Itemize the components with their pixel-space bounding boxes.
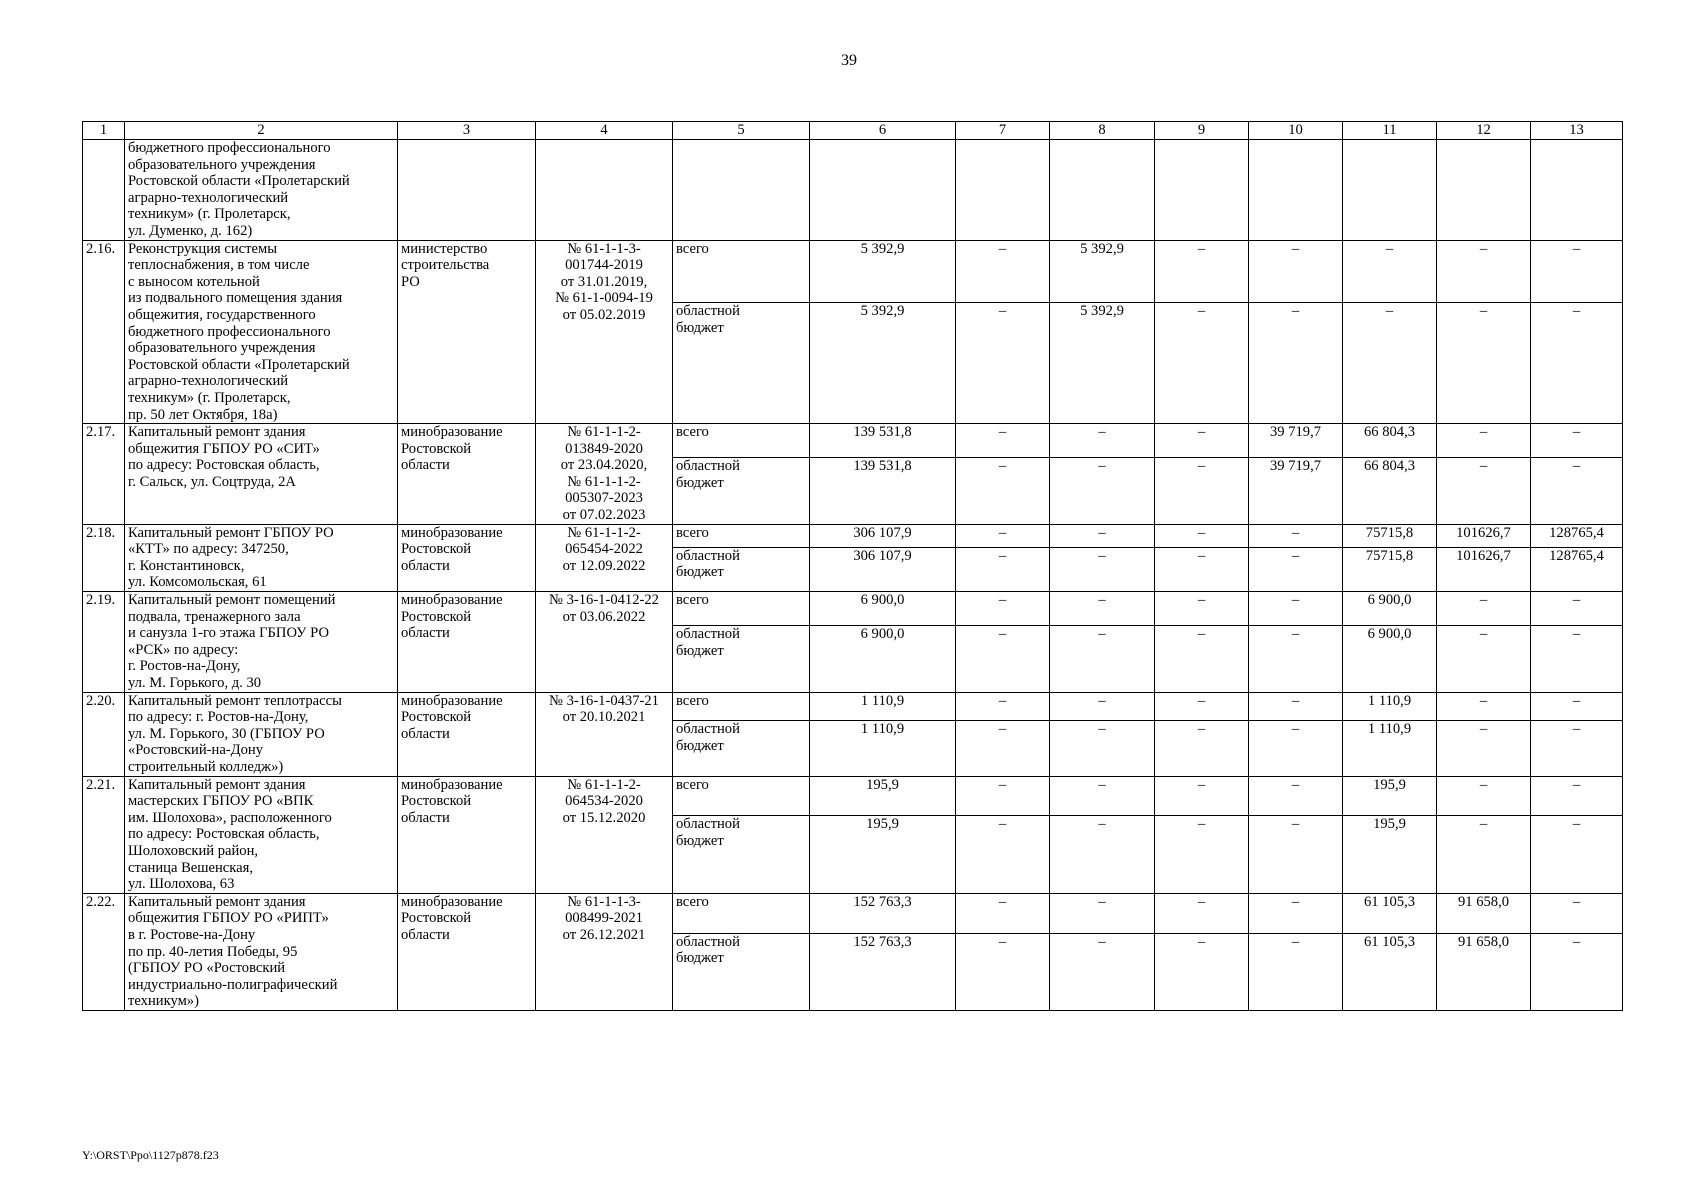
total-value: 139 531,8 [810,424,956,458]
column-number: 3 [398,122,536,140]
doc-line: от 07.02.2023 [562,507,646,524]
total-value: – [1155,592,1249,626]
total-value: – [1531,692,1623,721]
name-line: общежития ГБПОУ РО «СИТ» [128,440,320,457]
total-value: 1 110,9 [810,692,956,721]
total-value: 5 392,9 [1050,240,1155,302]
responsible-org [398,692,536,776]
total-value: 75715,8 [1343,524,1437,547]
column-number: 9 [1155,122,1249,140]
total-value: 128765,4 [1531,524,1623,547]
doc-line: 064534-2020 [565,793,643,810]
total-value: 1 110,9 [1343,692,1437,721]
table-row [83,240,1623,302]
doc-line: № 61-1-1-3- [567,893,641,910]
source-line: бюджет [676,642,724,659]
regional-value: 195,9 [810,816,956,893]
name-line: «РСК» по адресу: [128,641,239,658]
name-line: по пр. 40-летия Победы, 95 [128,943,298,960]
doc-line: 013849-2020 [565,440,643,457]
org-line: Ростовской [401,709,472,726]
name-line: из подвального помещения здания [128,290,343,307]
name-line: бюджетного профессионального [128,140,331,156]
project-name [125,776,398,893]
doc-line: № 61-1-1-2- [567,473,641,490]
total-value: – [1050,776,1155,816]
source-line: бюджет [676,832,724,849]
regional-value: – [1531,626,1623,692]
name-line: с выносом котельной [128,273,260,290]
total-value: – [1249,692,1343,721]
name-line: им. Шолохова», расположенного [128,809,332,826]
org-line: области [401,725,450,742]
column-number: 4 [536,122,673,140]
source-line: бюджет [676,474,724,491]
total-value: – [1155,893,1249,933]
row-number: 2.18. [83,524,125,591]
name-line: Ростовской области «Пролетарский [128,356,350,373]
org-line: минобразование [401,893,503,910]
doc-line: от 15.12.2020 [562,809,646,826]
name-line: общежития, государственного [128,306,316,323]
doc-line: от 23.04.2020, [560,457,648,474]
regional-value: 91 658,0 [1437,933,1531,1010]
total-value: – [1531,424,1623,458]
row-number: 2.20. [83,692,125,776]
responsible-org [398,893,536,1010]
total-value: 5 392,9 [810,240,956,302]
doc-line: 065454-2022 [565,541,643,558]
total-value: – [1050,424,1155,458]
regional-value: – [1249,626,1343,692]
column-number: 10 [1249,122,1343,140]
data-table [82,121,1623,1011]
total-value: – [1155,692,1249,721]
name-line: по адресу: Ростовская область, [128,826,320,843]
name-line: станица Вешенская, [128,859,253,876]
responsible-org [398,240,536,424]
name-line: г. Константиновск, [128,557,245,574]
funding-source-regional [673,458,810,524]
source-line: областной [676,933,740,950]
org-line: минобразование [401,776,503,793]
total-value: 101626,7 [1437,524,1531,547]
name-line: г. Ростов-на-Дону, [128,658,241,675]
source-line: бюджет [676,319,724,336]
funding-source-total: всего [673,592,810,626]
regional-value: – [1155,547,1249,591]
name-line: пр. 50 лет Октября, 18а) [128,406,278,423]
total-value: – [1155,524,1249,547]
name-line: «КТТ» по адресу: 347250, [128,541,289,558]
regional-value: 5 392,9 [1050,302,1155,423]
doc-line: 008499-2021 [565,910,643,927]
total-value: – [1050,592,1155,626]
total-value: – [1437,592,1531,626]
responsible-org [398,592,536,693]
funding-source-total: всего [673,692,810,721]
regional-value: – [1437,626,1531,692]
name-line: общежития ГБПОУ РО «РИПТ» [128,910,329,927]
row-number: 2.17. [83,424,125,525]
regional-value: – [1155,626,1249,692]
regional-value: 6 900,0 [1343,626,1437,692]
regional-value: – [956,816,1050,893]
name-line: ул. Думенко, д. 162) [128,222,253,239]
regional-value: – [1531,458,1623,524]
org-line: Ростовской [401,608,472,625]
funding-source-total: всего [673,893,810,933]
doc-line: 005307-2023 [565,490,643,507]
name-line: по адресу: г. Ростов-на-Дону, [128,709,309,726]
regional-value: – [1531,933,1623,1010]
regional-value: – [1249,302,1343,423]
total-value: – [1249,776,1343,816]
name-line: Капитальный ремонт здания [128,776,306,793]
document-ref [536,592,673,693]
source-line: бюджет [676,950,724,967]
total-value: – [1531,240,1623,302]
regional-value: 75715,8 [1343,547,1437,591]
org-line: области [401,557,450,574]
regional-value: – [1531,302,1623,423]
org-line: области [401,625,450,642]
name-line: и санузла 1-го этажа ГБПОУ РО [128,625,329,642]
table-row [83,776,1623,816]
doc-line: № 61-1-1-2- [567,424,641,441]
total-value: – [956,240,1050,302]
regional-value: – [956,933,1050,1010]
doc-line: № 61-1-1-3- [567,240,641,257]
org-line: минобразование [401,424,503,441]
name-line: ул. Комсомольская, 61 [128,574,267,591]
regional-value: 1 110,9 [810,721,956,776]
source-line: бюджет [676,564,724,581]
name-line: аграрно-технологический [128,189,289,206]
total-value: – [1249,240,1343,302]
name-line: индустриально-полиграфический [128,976,338,993]
column-number: 2 [125,122,398,140]
regional-value: 39 719,7 [1249,458,1343,524]
regional-value: – [1343,302,1437,423]
name-line: Реконструкция системы [128,240,278,257]
regional-value: – [1050,626,1155,692]
source-line: областной [676,547,740,564]
name-line: техникум» (г. Пролетарск, [128,206,291,223]
column-number: 5 [673,122,810,140]
source-line: областной [676,626,740,643]
org-line: министерство [401,240,488,257]
regional-value: – [956,626,1050,692]
doc-line: 001744-2019 [565,257,643,274]
footer-file-path: Y:\ORST\Ppo\1127p878.f23 [82,1148,219,1162]
org-line: области [401,926,450,943]
regional-value: – [1050,816,1155,893]
total-value: – [1155,240,1249,302]
column-number: 13 [1531,122,1623,140]
project-name [125,893,398,1010]
responsible-org [398,424,536,525]
project-name [125,524,398,591]
regional-value: – [1050,547,1155,591]
total-value: – [1249,893,1343,933]
total-value: – [1531,893,1623,933]
org-line: Ростовской [401,910,472,927]
total-value: 61 105,3 [1343,893,1437,933]
org-line: Ростовской [401,541,472,558]
regional-value: 5 392,9 [810,302,956,423]
org-line: РО [401,273,420,290]
total-value: – [1437,692,1531,721]
doc-line: № 61-1-0094-19 [555,290,653,307]
document-ref [536,424,673,525]
regional-value: 128765,4 [1531,547,1623,591]
total-value: 39 719,7 [1249,424,1343,458]
name-line: Капитальный ремонт помещений [128,592,336,609]
name-line: бюджетного профессионального [128,323,331,340]
doc-line: от 20.10.2021 [562,709,646,726]
source-line: бюджет [676,737,724,754]
project-name [125,424,398,525]
funding-source-regional [673,816,810,893]
name-line: Шолоховский район, [128,842,259,859]
doc-line: от 12.09.2022 [562,557,646,574]
org-line: минобразование [401,692,503,709]
total-value: – [1531,592,1623,626]
total-value: – [1050,692,1155,721]
name-line: аграрно-технологический [128,373,289,390]
name-line: образовательного учреждения [128,340,316,357]
total-value: – [1155,424,1249,458]
column-number: 7 [956,122,1050,140]
name-line: техникум») [128,993,199,1010]
total-value: – [1437,240,1531,302]
name-line: в г. Ростове-на-Дону [128,926,256,943]
total-value: 6 900,0 [1343,592,1437,626]
document-ref [536,692,673,776]
name-line: Капитальный ремонт здания [128,424,306,441]
total-value: 66 804,3 [1343,424,1437,458]
regional-value: – [956,302,1050,423]
name-line: образовательного учреждения [128,156,316,173]
page-number: 39 [841,52,857,69]
org-line: области [401,809,450,826]
row-number: 2.19. [83,592,125,693]
regional-value: 61 105,3 [1343,933,1437,1010]
doc-line: от 03.06.2022 [562,608,646,625]
row-number: 2.16. [83,240,125,424]
name-line: «Ростовский-на-Дону [128,742,264,759]
regional-value: – [1437,721,1531,776]
row-number: 2.22. [83,893,125,1010]
total-value: – [1437,424,1531,458]
name-line: (ГБПОУ РО «Ростовский [128,960,286,977]
regional-value: – [1155,302,1249,423]
doc-line: № 3-16-1-0437-21 [549,692,659,709]
source-line: областной [676,721,740,738]
regional-value: 139 531,8 [810,458,956,524]
table-row [83,424,1623,458]
column-number: 1 [83,122,125,140]
regional-value: – [1437,816,1531,893]
regional-value: – [956,547,1050,591]
total-value: – [956,776,1050,816]
regional-value: – [1155,721,1249,776]
total-value: – [1249,524,1343,547]
regional-value: – [1155,933,1249,1010]
table-row [83,893,1623,933]
funding-source-regional [673,626,810,692]
column-number: 8 [1050,122,1155,140]
regional-value: – [1050,458,1155,524]
table-row [83,524,1623,547]
project-name [125,692,398,776]
total-value: – [1155,776,1249,816]
name-line: мастерских ГБПОУ РО «ВПК [128,793,314,810]
regional-value: – [956,458,1050,524]
org-line: Ростовской [401,793,472,810]
regional-value: – [1050,721,1155,776]
regional-value: 195,9 [1343,816,1437,893]
regional-value: – [1437,302,1531,423]
doc-line: от 26.12.2021 [562,926,646,943]
name-line: строительный колледж») [128,758,284,775]
name-line: Капитальный ремонт здания [128,893,306,910]
org-line: области [401,457,450,474]
regional-value: – [1249,721,1343,776]
name-line: Капитальный ремонт ГБПОУ РО [128,524,334,541]
responsible-org [398,776,536,893]
regional-value: – [1155,816,1249,893]
doc-line: от 05.02.2019 [562,306,646,323]
column-number-row [83,122,1623,140]
continuation-name [125,140,398,241]
regional-value: 6 900,0 [810,626,956,692]
name-line: подвала, тренажерного зала [128,608,301,625]
total-value: – [1343,240,1437,302]
funding-source-regional [673,302,810,423]
name-line: ул. Шолохова, 63 [128,876,235,893]
document-ref [536,240,673,424]
org-line: минобразование [401,592,503,609]
regional-value: 152 763,3 [810,933,956,1010]
responsible-org [398,524,536,591]
total-value: 6 900,0 [810,592,956,626]
total-value: 152 763,3 [810,893,956,933]
total-value: – [1437,776,1531,816]
funding-source-total: всего [673,424,810,458]
project-name [125,240,398,424]
regional-value: – [1249,547,1343,591]
funding-source-total: всего [673,524,810,547]
name-line: г. Сальск, ул. Соцтруда, 2А [128,473,296,490]
org-line: строительства [401,257,490,274]
total-value: – [956,524,1050,547]
total-value: – [956,893,1050,933]
total-value: – [956,692,1050,721]
doc-line: № 61-1-1-2- [567,524,641,541]
name-line: по адресу: Ростовская область, [128,457,320,474]
regional-value: 101626,7 [1437,547,1531,591]
regional-value: – [956,721,1050,776]
document-ref [536,893,673,1010]
regional-value: – [1437,458,1531,524]
project-name [125,592,398,693]
funding-source-regional [673,721,810,776]
total-value: – [1050,893,1155,933]
regional-value: 306 107,9 [810,547,956,591]
doc-line: № 3-16-1-0412-22 [549,592,659,609]
name-line: ул. М. Горького, д. 30 [128,675,262,691]
org-line: минобразование [401,524,503,541]
regional-value: – [1249,933,1343,1010]
regional-value: – [1531,721,1623,776]
document-ref [536,776,673,893]
table-row [83,592,1623,626]
funding-source-regional [673,933,810,1010]
total-value: 91 658,0 [1437,893,1531,933]
total-value: – [1249,592,1343,626]
total-value: – [1050,524,1155,547]
regional-value: – [1050,933,1155,1010]
column-number: 11 [1343,122,1437,140]
doc-line: от 31.01.2019, [560,273,648,290]
name-line: техникум» (г. Пролетарск, [128,389,291,406]
table-row [83,692,1623,721]
name-line: ул. М. Горького, 30 (ГБПОУ РО [128,725,325,742]
total-value: 306 107,9 [810,524,956,547]
source-line: областной [676,816,740,833]
total-value: – [1531,776,1623,816]
document-ref [536,524,673,591]
regional-value: – [1155,458,1249,524]
column-number: 12 [1437,122,1531,140]
regional-value: – [1249,816,1343,893]
total-value: – [956,424,1050,458]
column-number: 6 [810,122,956,140]
regional-value: 66 804,3 [1343,458,1437,524]
source-line: областной [676,302,740,319]
name-line: теплоснабжения, в том числе [128,257,310,274]
row-number: 2.21. [83,776,125,893]
funding-source-total: всего [673,240,810,302]
total-value: – [956,592,1050,626]
source-line: областной [676,458,740,475]
total-value: 195,9 [810,776,956,816]
doc-line: № 61-1-1-2- [567,776,641,793]
continuation-row [83,140,1623,241]
name-line: Капитальный ремонт теплотрассы [128,692,342,709]
regional-value: – [1531,816,1623,893]
org-line: Ростовской [401,440,472,457]
name-line: Ростовской области «Пролетарский [128,173,350,190]
funding-source-regional [673,547,810,591]
total-value: 195,9 [1343,776,1437,816]
regional-value: 1 110,9 [1343,721,1437,776]
funding-source-total: всего [673,776,810,816]
